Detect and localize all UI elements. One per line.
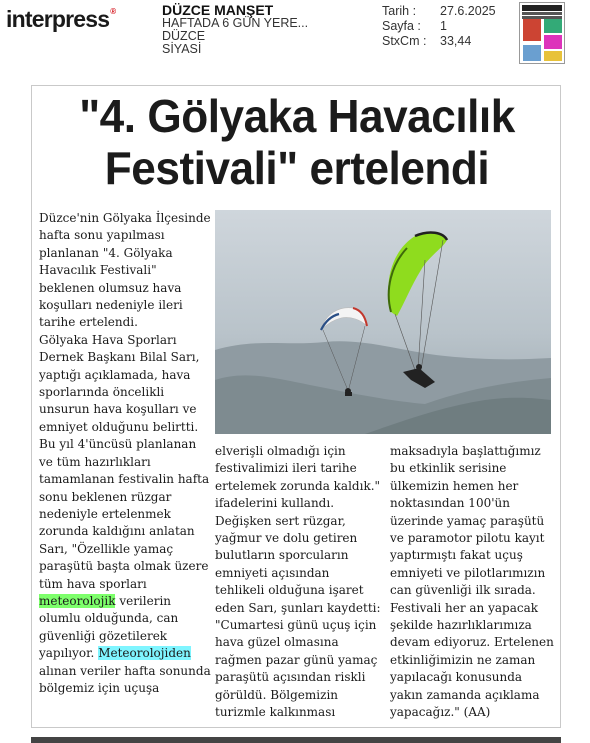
clipping-header — [0, 0, 590, 72]
page-bottom-bar — [31, 737, 561, 743]
stxcm-label: StxCm : — [382, 34, 427, 48]
page-thumbnail[interactable] — [519, 2, 565, 64]
headline-line-2: Festivali" ertelendi — [104, 142, 490, 194]
paragraph-quote-part-b: verilerin olumlu olduğunda, can güvenliği gözetilerek yapılıyor. — [39, 593, 179, 661]
clipping-meta — [382, 4, 496, 49]
paragraph-column-3: maksadıyla başlattığımız bu etkinlik serisine ülkemizin hemen her noktasından 100'ün üzerinde yamaç paraşütü ve paramotor pilotu kayıt yaptırmıştı fakat uçuş emniyeti ve pilotlarımızın can güvenliği ilk sırada. Festivali her an yapacak şekilde hazırlıklarımıza devam ediyoruz. Ertelenen etkinliğimizin ne zaman yapılacağı konusunda yakın zamanda açıklama yapacağız." (AA) — [390, 444, 554, 720]
paper-city: DÜZCE — [162, 29, 206, 43]
publication-info — [162, 4, 308, 56]
page-label: Sayfa : — [382, 19, 421, 33]
paper-name: DÜZCE MANŞET — [162, 2, 274, 18]
date-label: Tarih : — [382, 4, 417, 18]
paragliders-photo — [215, 210, 551, 434]
highlight-meteorolojik: meteorolojik — [39, 593, 116, 608]
stxcm-value: 33,44 — [440, 34, 472, 48]
paragraph-intro: Düzce'nin Gölyaka İlçesinde hafta sonu yapılması planlanan "4. Gölyaka Havacılık Festivali" beklenen olumsuz hava koşulları nedeniyle ileri tarihe ertelendi. — [39, 211, 211, 330]
paragraph-quote-part-a: Bu yıl 4'üncüsü planlanan ve tüm hazırlıkları tamamlanan festivalin hafta sonu beklenen rüzgar nedeniyle ertelenmek zorunda kaldığını anlatan Sarı, "Özellikle yamaç paraşütü başta olmak üzere tüm hava sporları — [39, 437, 210, 591]
headline-line-1: "4. Gölyaka Havacılık — [79, 90, 515, 142]
interpress-logo — [6, 8, 115, 31]
paragraph-quote-part-c: alınan veriler hafta sonunda bölgemiz için uçuşa — [39, 663, 211, 695]
logo-text: interpress — [6, 6, 110, 32]
highlight-meteorolojiden: Meteorolojiden — [98, 646, 191, 661]
article-column-1 — [39, 210, 211, 697]
paragraph-quote — [39, 436, 211, 697]
paragraph-statement: Gölyaka Hava Sporları Dernek Başkanı Bilal Sarı, yaptığı açıklamada, hava sporlarında öncelikli unsurun hava koşulları ve emniyet olduğunu belirtti. — [39, 332, 200, 434]
paper-frequency: HAFTADA 6 GÜN YERE... — [162, 16, 309, 30]
paragraph-column-2: elverişli olmadığı için festivalimizi ileri tarihe ertelemek zorunda kaldık." ifadelerini kullandı. Değişken sert rüzgar, yağmur ve dolu getiren bulutların sporcuların emniyeti açısından tehlikeli olduğuna işaret eden Sarı, şunları kaydetti: "Cumartesi günü uçuş için hava güzel olmasına rağmen pazar günü yamaç paraşütü açısından riskli görüldü. Bölgemizin turizmle kalkınması — [215, 444, 381, 720]
page-value: 1 — [440, 19, 447, 33]
paper-section: SİYASİ — [162, 42, 202, 56]
article-clipping — [31, 85, 561, 728]
article-column-3 — [390, 443, 556, 722]
article-column-2 — [215, 443, 382, 722]
registered-mark: ® — [110, 7, 116, 16]
date-value: 27.6.2025 — [440, 4, 496, 18]
article-headline — [43, 86, 552, 194]
